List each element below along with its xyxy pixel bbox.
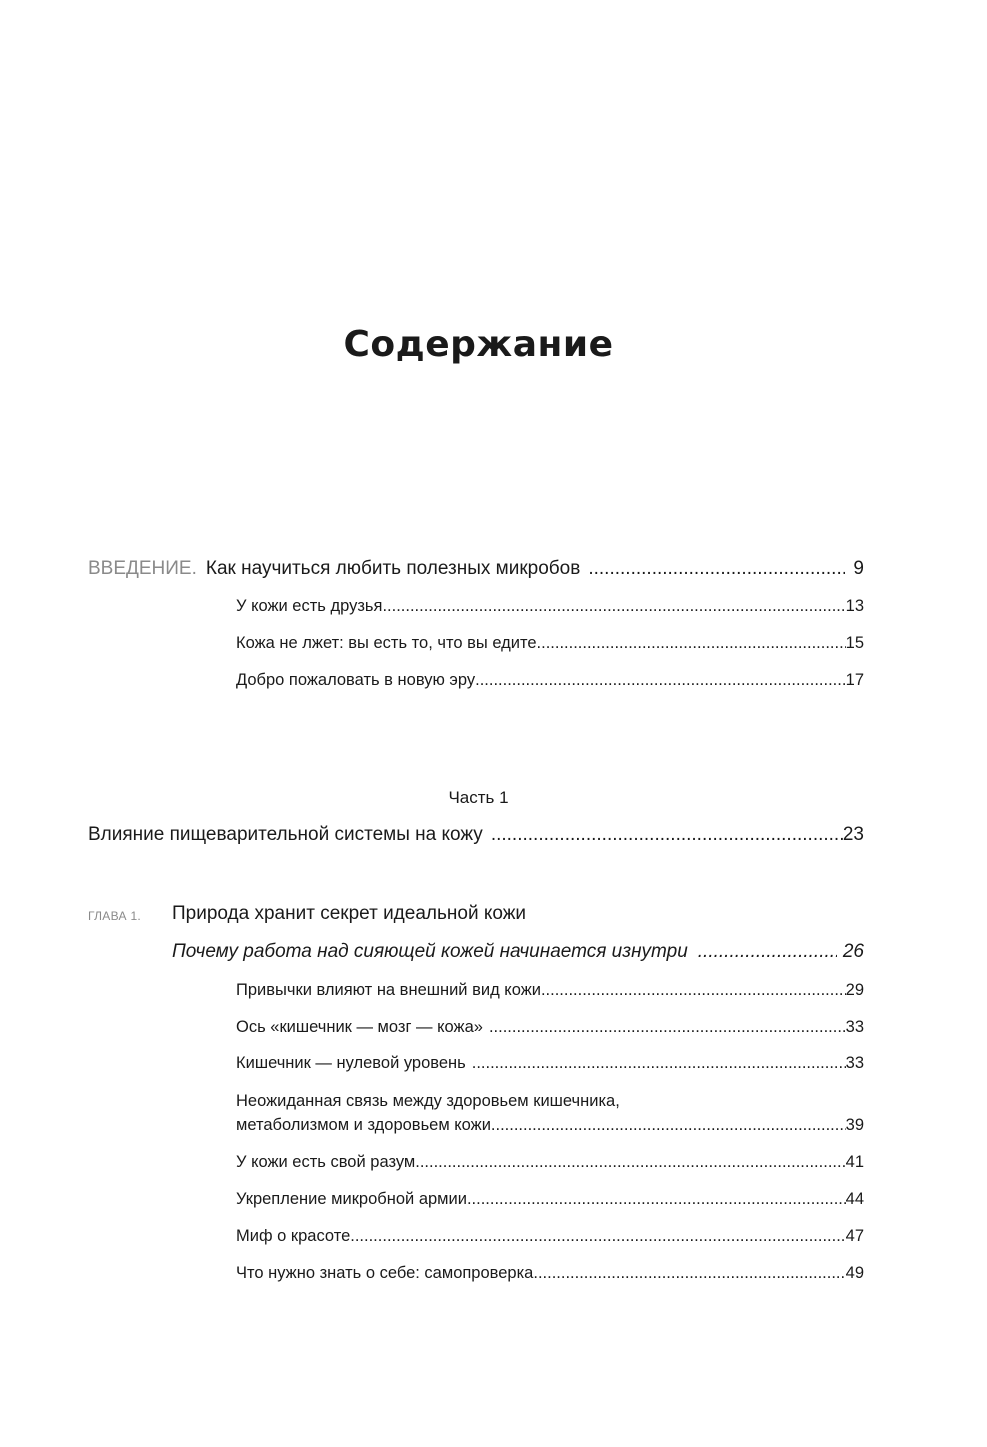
page-number: 33 — [845, 1054, 864, 1072]
toc-entry[interactable] — [236, 1116, 864, 1135]
leader-dots — [533, 1264, 845, 1283]
page-number: 23 — [842, 824, 864, 845]
chapter-label: ГЛАВА 1. — [88, 909, 142, 923]
leader-dots — [541, 981, 846, 1000]
toc-entry-title-line2: метаболизмом и здоровьем кожи — [236, 1116, 491, 1134]
toc-entry-part[interactable] — [88, 824, 864, 846]
toc-entry-title: Привычки влияют на внешний вид кожи — [236, 981, 541, 999]
toc-entry[interactable] — [236, 1227, 864, 1246]
leader-dots — [350, 1227, 845, 1246]
toc-entry[interactable] — [236, 634, 864, 653]
leader-dots — [489, 1018, 846, 1037]
page-number: 9 — [853, 558, 864, 579]
page-number: 33 — [845, 1018, 864, 1036]
toc-entry-title: У кожи есть друзья — [236, 597, 383, 615]
leader-dots — [491, 1116, 846, 1135]
page-number: 29 — [845, 981, 864, 999]
leader-dots — [467, 1190, 846, 1209]
toc-entry-title: Что нужно знать о себе: самопроверка — [236, 1264, 534, 1282]
toc-entry-title: Добро пожаловать в новую эру — [236, 671, 476, 689]
toc-entry[interactable] — [236, 1264, 864, 1283]
page-number: 49 — [845, 1264, 864, 1282]
page-number: 17 — [845, 671, 864, 689]
toc-entry-title: Как научиться любить полезных микробов — [205, 558, 581, 579]
toc-entry-title: Влияние пищеварительной системы на кожу — [88, 824, 483, 845]
leader-dots — [537, 634, 846, 653]
toc-entry[interactable] — [236, 597, 864, 616]
toc-entry-title: Миф о красоте — [236, 1227, 351, 1245]
page-number: 44 — [845, 1190, 864, 1208]
page-number: 13 — [845, 597, 864, 615]
toc-entry[interactable] — [236, 1153, 864, 1172]
leader-dots — [382, 597, 845, 616]
toc-entry[interactable] — [236, 671, 864, 690]
toc-entry-title: Кишечник — нулевой уровень — [236, 1054, 466, 1072]
toc-entry-title-line1[interactable]: Неожиданная связь между здоровьем кишечника, — [236, 1092, 620, 1110]
toc-entry[interactable] — [236, 1190, 864, 1209]
toc-entry-title: У кожи есть свой разум — [236, 1153, 416, 1171]
toc-entry-title: Кожа не лжет: вы есть то, что вы едите — [236, 634, 537, 652]
chapter-title[interactable]: Природа хранит секрет идеальной кожи — [172, 903, 527, 924]
page-number: 47 — [845, 1227, 864, 1245]
page-number: 15 — [845, 634, 864, 652]
toc-entry[interactable] — [236, 981, 864, 1000]
toc-entry-title: Почему работа над сияющей кожей начинается изнутри — [172, 941, 688, 962]
page-number: 26 — [842, 941, 864, 962]
leader-dots — [472, 1054, 846, 1073]
toc-entry-title: Ось «кишечник — мозг — кожа» — [236, 1018, 483, 1036]
leader-dots — [475, 671, 846, 690]
page-number: 41 — [845, 1153, 864, 1171]
toc-entry[interactable] — [236, 1018, 864, 1037]
toc-entry[interactable] — [236, 1054, 864, 1073]
leader-dots — [698, 941, 837, 963]
toc-entry-introduction[interactable] — [88, 558, 864, 580]
toc-entry-chapter-subtitle[interactable] — [172, 941, 864, 963]
toc-entry-title: Укрепление микробной армии — [236, 1190, 467, 1208]
part-label: Часть 1 — [448, 788, 509, 807]
leader-dots — [491, 824, 843, 846]
page-number: 39 — [845, 1116, 864, 1134]
leader-dots — [415, 1153, 845, 1172]
leader-dots — [588, 558, 845, 580]
introduction-label: ВВЕДЕНИЕ. — [88, 558, 197, 579]
page-title: Содержание — [343, 324, 614, 365]
